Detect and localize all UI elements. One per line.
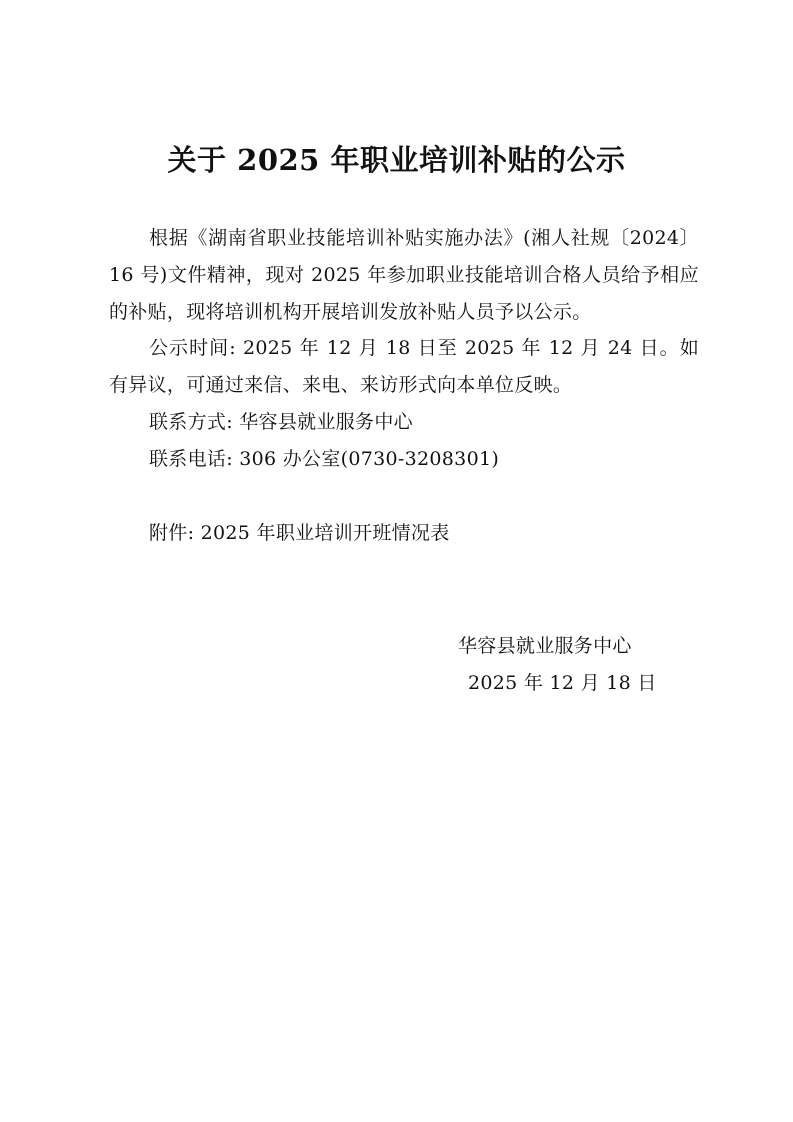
paragraph-basis: 根据《湖南省职业技能培训补贴实施办法》(湘人社规〔2024〕16 号)文件精神，现对 2025 年参加职业技能培训合格人员给予相应的补贴，现将培训机构开展培训发放补贴人员予以公示。 bbox=[109, 227, 699, 323]
paragraph-publicity-period: 公示时间: 2025 年 12 月 18 日至 2025 年 12 月 24 日。如有异议，可通过来信、来电、来访形式向本单位反映。 bbox=[109, 337, 699, 396]
contact-phone: 联系电话: 306 办公室(0730-3208301) bbox=[149, 448, 500, 470]
attachment-note: 附件: 2025 年职业培训开班情况表 bbox=[149, 522, 450, 544]
signature-organization: 华容县就业服务中心 bbox=[458, 635, 632, 657]
contact-organization: 联系方式: 华容县就业服务中心 bbox=[149, 411, 413, 433]
document-title: 关于 2025 年职业培训补贴的公示 bbox=[167, 143, 626, 177]
signature-date: 2025 年 12 月 18 日 bbox=[468, 672, 657, 694]
